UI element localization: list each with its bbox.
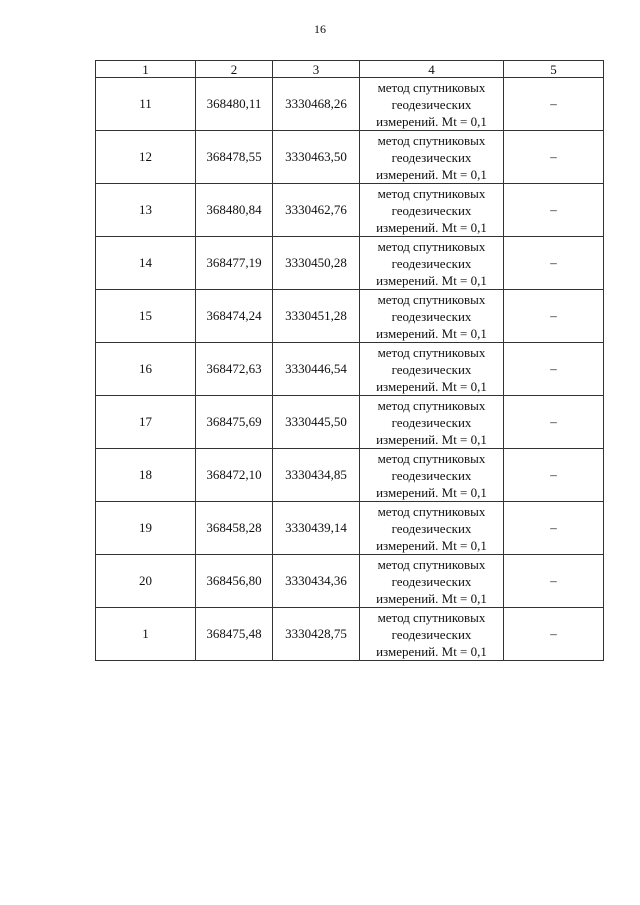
point-number: 14 (96, 237, 196, 290)
method-line: измерений. Mt = 0,1 (376, 272, 487, 288)
method-description (360, 78, 504, 131)
method-line: измерений. Mt = 0,1 (376, 537, 487, 553)
coordinate-y: 3330468,26 (273, 78, 360, 131)
coordinate-y: 3330428,75 (273, 608, 360, 661)
coordinate-x: 368472,10 (196, 449, 273, 502)
method-line: геодезических (391, 255, 472, 271)
method-line: метод спутниковых (377, 344, 486, 360)
point-number: 18 (96, 449, 196, 502)
coordinate-y: 3330451,28 (273, 290, 360, 343)
method-line: геодезических (391, 308, 472, 324)
method-line: измерений. Mt = 0,1 (376, 166, 487, 182)
table-row (96, 608, 604, 661)
table-row (96, 131, 604, 184)
point-number: 17 (96, 396, 196, 449)
method-description (360, 184, 504, 237)
note-cell: – (504, 555, 604, 608)
method-line: измерений. Mt = 0,1 (376, 590, 487, 606)
coordinate-y: 3330434,36 (273, 555, 360, 608)
coordinate-y: 3330450,28 (273, 237, 360, 290)
coordinate-y: 3330445,50 (273, 396, 360, 449)
method-line: метод спутниковых (377, 450, 486, 466)
column-header-5: 5 (504, 61, 604, 78)
method-line: измерений. Mt = 0,1 (376, 219, 487, 235)
table-row (96, 449, 604, 502)
method-line: метод спутниковых (377, 609, 486, 625)
method-line: измерений. Mt = 0,1 (376, 378, 487, 394)
method-line: геодезических (391, 202, 472, 218)
column-header-3: 3 (273, 61, 360, 78)
table-row (96, 78, 604, 131)
coordinate-y: 3330462,76 (273, 184, 360, 237)
method-line: метод спутниковых (377, 503, 486, 519)
coordinate-x: 368472,63 (196, 343, 273, 396)
method-description (360, 237, 504, 290)
coordinate-x: 368474,24 (196, 290, 273, 343)
method-description (360, 555, 504, 608)
table-header-row (96, 61, 604, 78)
note-cell: – (504, 184, 604, 237)
method-line: геодезических (391, 573, 472, 589)
note-cell: – (504, 608, 604, 661)
column-header-2: 2 (196, 61, 273, 78)
method-description (360, 396, 504, 449)
note-cell: – (504, 237, 604, 290)
column-header-1: 1 (96, 61, 196, 78)
point-number: 16 (96, 343, 196, 396)
table-row (96, 555, 604, 608)
coordinate-x: 368475,48 (196, 608, 273, 661)
method-line: измерений. Mt = 0,1 (376, 643, 487, 659)
method-line: геодезических (391, 96, 472, 112)
note-cell: – (504, 396, 604, 449)
table-row (96, 184, 604, 237)
coordinate-x: 368475,69 (196, 396, 273, 449)
method-line: метод спутниковых (377, 238, 486, 254)
point-number: 1 (96, 608, 196, 661)
coordinate-x: 368478,55 (196, 131, 273, 184)
method-description (360, 449, 504, 502)
table-row (96, 290, 604, 343)
method-line: геодезических (391, 520, 472, 536)
note-cell: – (504, 131, 604, 184)
method-line: геодезических (391, 626, 472, 642)
note-cell: – (504, 449, 604, 502)
method-line: геодезических (391, 467, 472, 483)
method-description (360, 502, 504, 555)
method-description (360, 131, 504, 184)
point-number: 19 (96, 502, 196, 555)
method-description (360, 608, 504, 661)
method-line: метод спутниковых (377, 79, 486, 95)
point-number: 11 (96, 78, 196, 131)
point-number: 13 (96, 184, 196, 237)
method-line: геодезических (391, 361, 472, 377)
note-cell: – (504, 343, 604, 396)
table-row (96, 396, 604, 449)
method-line: измерений. Mt = 0,1 (376, 113, 487, 129)
point-number: 20 (96, 555, 196, 608)
coordinate-y: 3330439,14 (273, 502, 360, 555)
method-line: метод спутниковых (377, 291, 486, 307)
coordinate-x: 368480,11 (196, 78, 273, 131)
method-description (360, 290, 504, 343)
coordinate-y: 3330446,54 (273, 343, 360, 396)
method-line: геодезических (391, 414, 472, 430)
point-number: 15 (96, 290, 196, 343)
method-line: метод спутниковых (377, 556, 486, 572)
coordinate-y: 3330463,50 (273, 131, 360, 184)
coordinate-y: 3330434,85 (273, 449, 360, 502)
coordinate-x: 368458,28 (196, 502, 273, 555)
note-cell: – (504, 78, 604, 131)
note-cell: – (504, 502, 604, 555)
page-number: 16 (314, 22, 326, 36)
method-line: геодезических (391, 149, 472, 165)
method-line: измерений. Mt = 0,1 (376, 431, 487, 447)
method-line: измерений. Mt = 0,1 (376, 484, 487, 500)
coordinate-x: 368477,19 (196, 237, 273, 290)
note-cell: – (504, 290, 604, 343)
table-row (96, 502, 604, 555)
method-line: метод спутниковых (377, 185, 486, 201)
column-header-4: 4 (360, 61, 504, 78)
method-line: метод спутниковых (377, 132, 486, 148)
coordinate-x: 368480,84 (196, 184, 273, 237)
table-body (96, 78, 604, 661)
coordinate-x: 368456,80 (196, 555, 273, 608)
point-number: 12 (96, 131, 196, 184)
table-row (96, 237, 604, 290)
method-description (360, 343, 504, 396)
method-line: измерений. Mt = 0,1 (376, 325, 487, 341)
table-row (96, 343, 604, 396)
method-line: метод спутниковых (377, 397, 486, 413)
coordinates-table (95, 60, 604, 661)
